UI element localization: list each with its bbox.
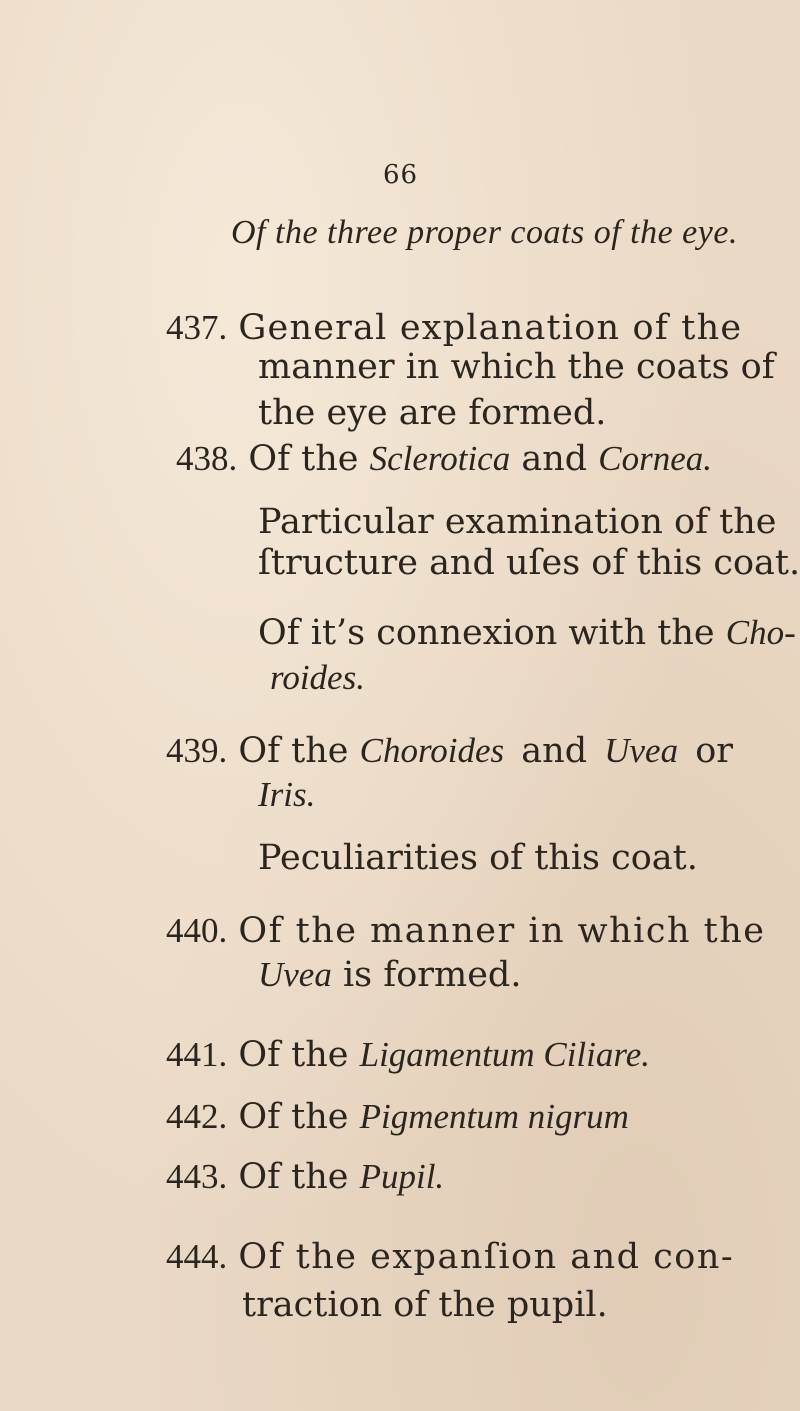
entry-text-italic: Sclerotica [369,439,511,478]
entry-number: 437. [166,308,228,347]
entry-number: 444. [166,1237,228,1276]
entry-441 [166,1030,650,1080]
entry-text-italic: Uvea [604,731,679,770]
entry-number: 440. [166,911,228,950]
entry-text-italic: Choroides [359,731,505,770]
entry-439 [166,726,733,776]
entry-text-italic: Uvea [258,955,332,994]
entry-text-italic: Cornea. [598,439,713,478]
entry-440-line-2 [258,950,521,1000]
entry-437-line-3: the eye are formed. [258,393,607,433]
entry-number: 443. [166,1157,228,1196]
entry-438 [176,434,712,484]
section-heading: Of the three proper coats of the eye. [231,214,738,251]
entry-text-prefix: Of the [238,1097,360,1137]
entry-text-prefix: Of the [248,439,370,479]
entry-text: General explanation of the [238,308,743,348]
entry-number: 439. [166,731,228,770]
entry-text-italic: Pigmentum nigrum [359,1097,629,1136]
entry-439-line-2: Iris. [258,775,316,814]
entry-number: 441. [166,1035,228,1074]
entry-text-suffix: or [684,731,734,771]
entry-text-prefix: Of the [238,731,360,771]
entry-text-italic: Ligamentum Ciliare. [359,1035,650,1074]
entry-text-italic: Pupil. [359,1157,445,1196]
entry-439-sub: Peculiarities of this coat. [258,838,698,878]
entry-text-mid: and [510,731,599,771]
entry-number: 438. [176,439,238,478]
entry-text: Of the expanſion and con- [238,1237,735,1277]
entry-438-sub-2-line-2: roides. [270,658,365,697]
entry-437-line-2: manner in which the coats of [258,347,775,387]
entry-444-line-2: traction of the pupil. [242,1285,608,1325]
entry-text-prefix: Of the [238,1157,360,1197]
entry-438-sub-2-line-1 [258,608,796,658]
entry-text-mid: and [510,439,599,479]
entry-443 [166,1152,444,1202]
page-number: 66 [383,160,419,190]
entry-438-sub-1-line-2: ſtructure and uſes of this coat. [258,543,800,583]
entry-text-prefix: Of the [238,1035,360,1075]
entry-text-italic: Cho- [725,613,796,652]
entry-text: Of the manner in which the [238,911,766,951]
entry-text: is formed. [331,955,522,995]
entry-438-sub-1-line-1: Particular examination of the [258,502,777,542]
entry-444 [166,1232,734,1282]
entry-number: 442. [166,1097,228,1136]
entry-text: Of it’s connexion with the [258,613,726,653]
entry-442 [166,1092,629,1142]
entry-440 [166,906,765,956]
